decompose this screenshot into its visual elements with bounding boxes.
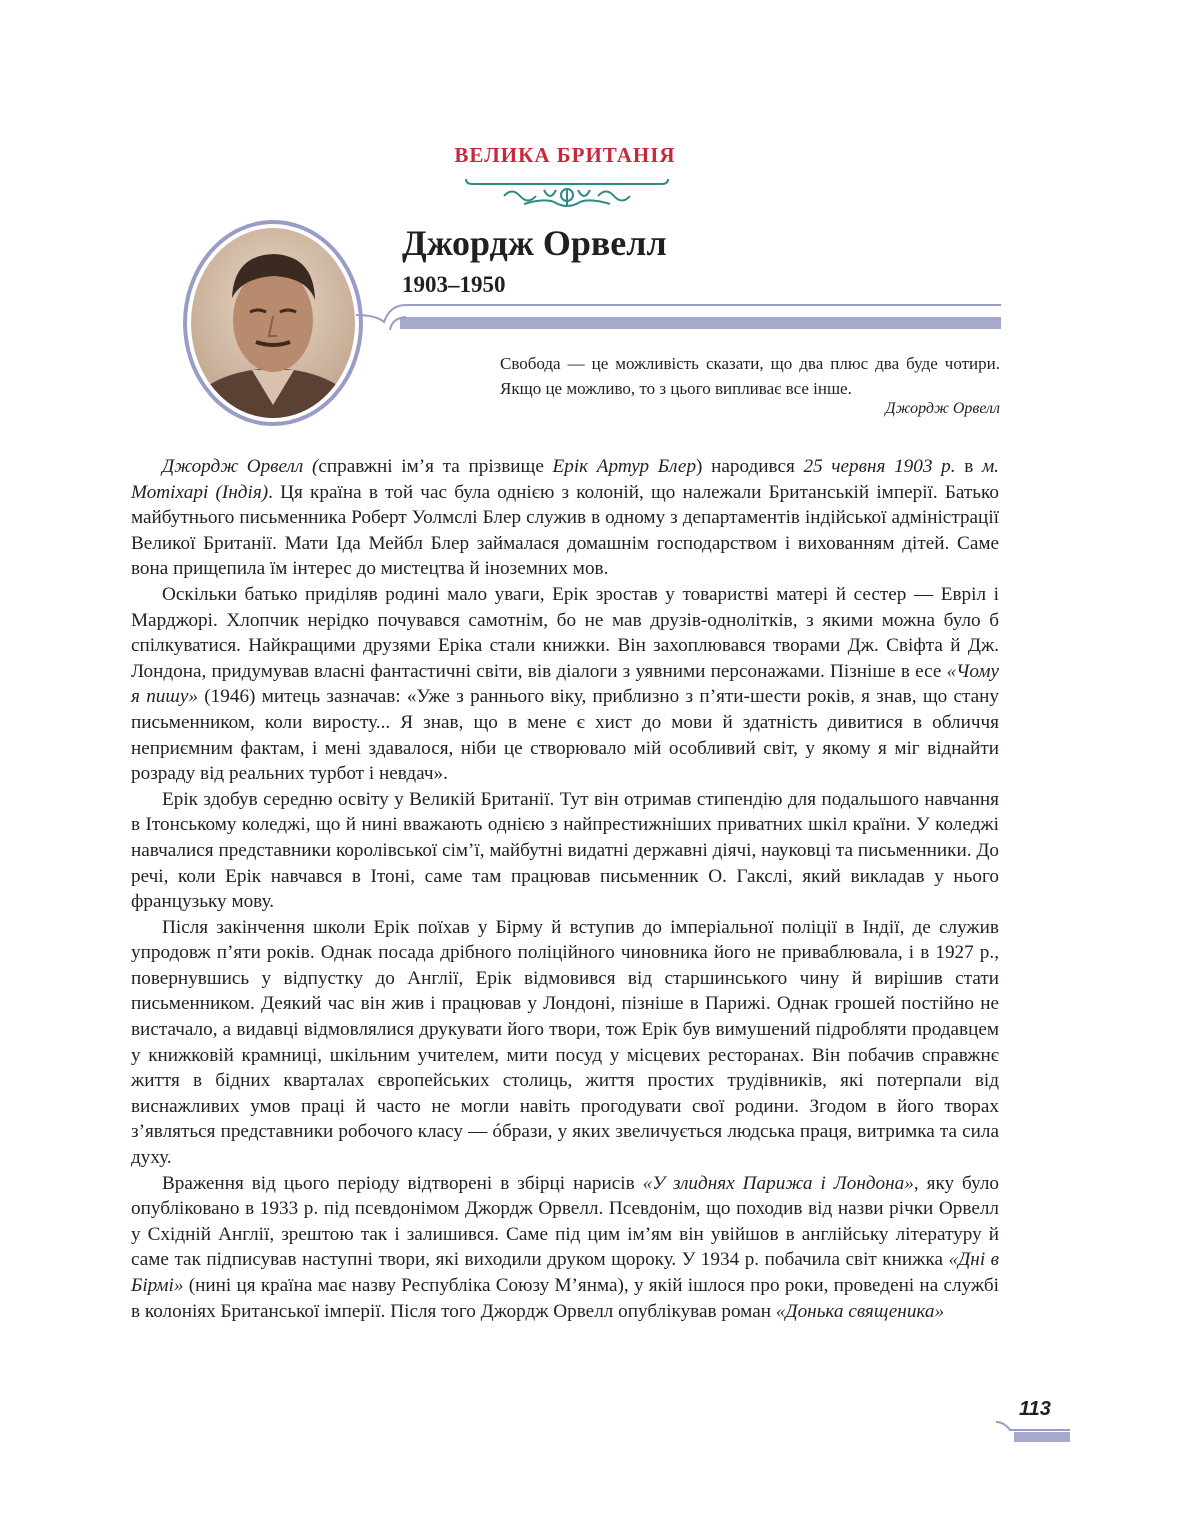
text-span: справжні ім’я та прізвище [318, 456, 553, 477]
decorative-ornament [464, 176, 670, 210]
text-span: Враження від цього періоду відтворені в збірці нарисів [162, 1172, 643, 1194]
text-span: (1946) митець зазначав: «Уже з раннього віку, приблизно з п’яти-шести років, я знав, що стану письменником, коли виросту... Я знав, що в мене є хист до мови й здатність дивитися в обличчя неприємним фактам, і мені здавалося, ніби це створювало мій особливий світ, у якому я міг віднайти розраду від реальних турбот і невдач». [131, 686, 999, 785]
paragraph: Ерік здобув середню освіту у Великій Британії. Тут він отримав стипендію для подальшого навчання в Ітонському коледжі, що й нині вважають однією з найпрестижніших приватних шкіл країни. У коледжі навчалися представники королівської сім’ї, майбутні видатні державні діячі, науковці та письменники. До речі, коли Ерік навчався в Ітоні, саме там працював письменник О. Гакслі, який викладав у нього французьку мову. [131, 788, 999, 913]
book-title-italic: «Донька священика» [775, 1300, 945, 1322]
text-span: Оскільки батько приділяв родині мало уваги, Ерік зростав у товаристві матері й сестер — Евріл і Марджорі. Хлопчик нерідко почувався самотнім, бо не мав друзів-однолітків, з якими можна було б спілкуватися. Найкращими друзями Еріка стали книжки. Він захоплювався творами Дж. Свіфта й Дж. Лондона, придумував власні фантастичні світи, вів діалоги з уявними персонажами. Пізніше в есе [131, 583, 999, 682]
biography-text [131, 454, 999, 1324]
epigraph-author: Джордж Орвелл [885, 400, 1000, 417]
author-name-italic: Джордж Орвелл ( [162, 456, 319, 477]
text-span: в [955, 456, 982, 477]
paragraph [131, 454, 999, 582]
text-span: , яку було опубліковано в 1933 р. під псевдонімом Джордж Орвелл. Псевдонім, що походив від назви річки Орвелл у Східній Англії, зрештою так і залишився. Саме під цим ім’ям він увійшов в англійську літературу й саме так підписував наступні твори, які виходили друком щороку. У 1934 р. побачила світ книжка [131, 1172, 999, 1271]
book-title-italic: «У злиднях Парижа і Лондона» [642, 1172, 914, 1194]
page-number: 113 [1019, 1398, 1051, 1420]
author-life-years: 1903–1950 [402, 272, 506, 297]
birth-place-italic: м. Мотіхарі (Індія) [131, 456, 999, 503]
text-span: . Ця країна в той час була однією з колоній, що належали Британській імперії. Батько майбутнього письменника Роберт Уолмслі Блер служив в одному з департаментів індійської адміністрації Великої Британії. Мати Іда Мейбл Блер займалася домашнім господарством і вихованням дітей. Саме вона прищепила їм інтерес до мистецтва й іноземних мов. [131, 481, 999, 580]
paragraph: Після закінчення школи Ерік поїхав у Бірму й вступив до імперіальної поліції в Індії, де служив упродовж п’яти років. Однак посада дрібного поліційного чиновника його не приваблювала, і в 1927 р., повернувшись у відпустку до Англії, Ерік відмовився від старшинського чину й вирішив стати письменником. Деякий час він жив і працював у Лондоні, пізніше в Парижі. Однак грошей постійно не вистачало, а видавці відмовлялися друкувати його твори, тож Ерік був вимушений підробляти продавцем у книжковій крамниці, шкільним учителем, мити посуд у місцевих ресторанах. Він побачив справжнє життя в бідних кварталах європейських столиць, життя простих трудівників, які потерпали від виснажливих умов праці й часто не могли навіть прогодувати свої родини. Згодом в його творах з’являться представники робочого класу — óбрази, у яких звеличується людська праця, витримка та сила духу. [131, 916, 999, 1169]
real-name-italic: Ерік Артур Блер [552, 456, 697, 477]
heading-banner-stripe [356, 300, 1001, 330]
birth-date-italic: 25 червня 1903 р. [803, 456, 956, 477]
author-name-heading: Джордж Орвелл [402, 223, 667, 263]
paragraph [131, 582, 999, 787]
author-portrait [182, 220, 364, 426]
essay-title-italic: «Чому я пишу» [131, 660, 999, 708]
text-span: ) народився [696, 456, 804, 477]
page-number-tab [990, 1420, 1070, 1444]
book-title-italic: «Дні в Бірмі» [131, 1249, 999, 1296]
text-span: (нині ця країна має назву Республіка Союзу М’янма), у якій ішлося про роки, проведені на службі в колоніях Британської імперії. Після того Джордж Орвелл опублікував роман [131, 1275, 999, 1322]
paragraph [131, 1171, 999, 1325]
epigraph-quote: Свобода — це можливість сказати, що два плюс два буде чотири. Якщо це можливо, то з цього випливає все інше. [500, 354, 1000, 398]
section-country-title: ВЕЛИКА БРИТАНІЯ [454, 143, 676, 167]
